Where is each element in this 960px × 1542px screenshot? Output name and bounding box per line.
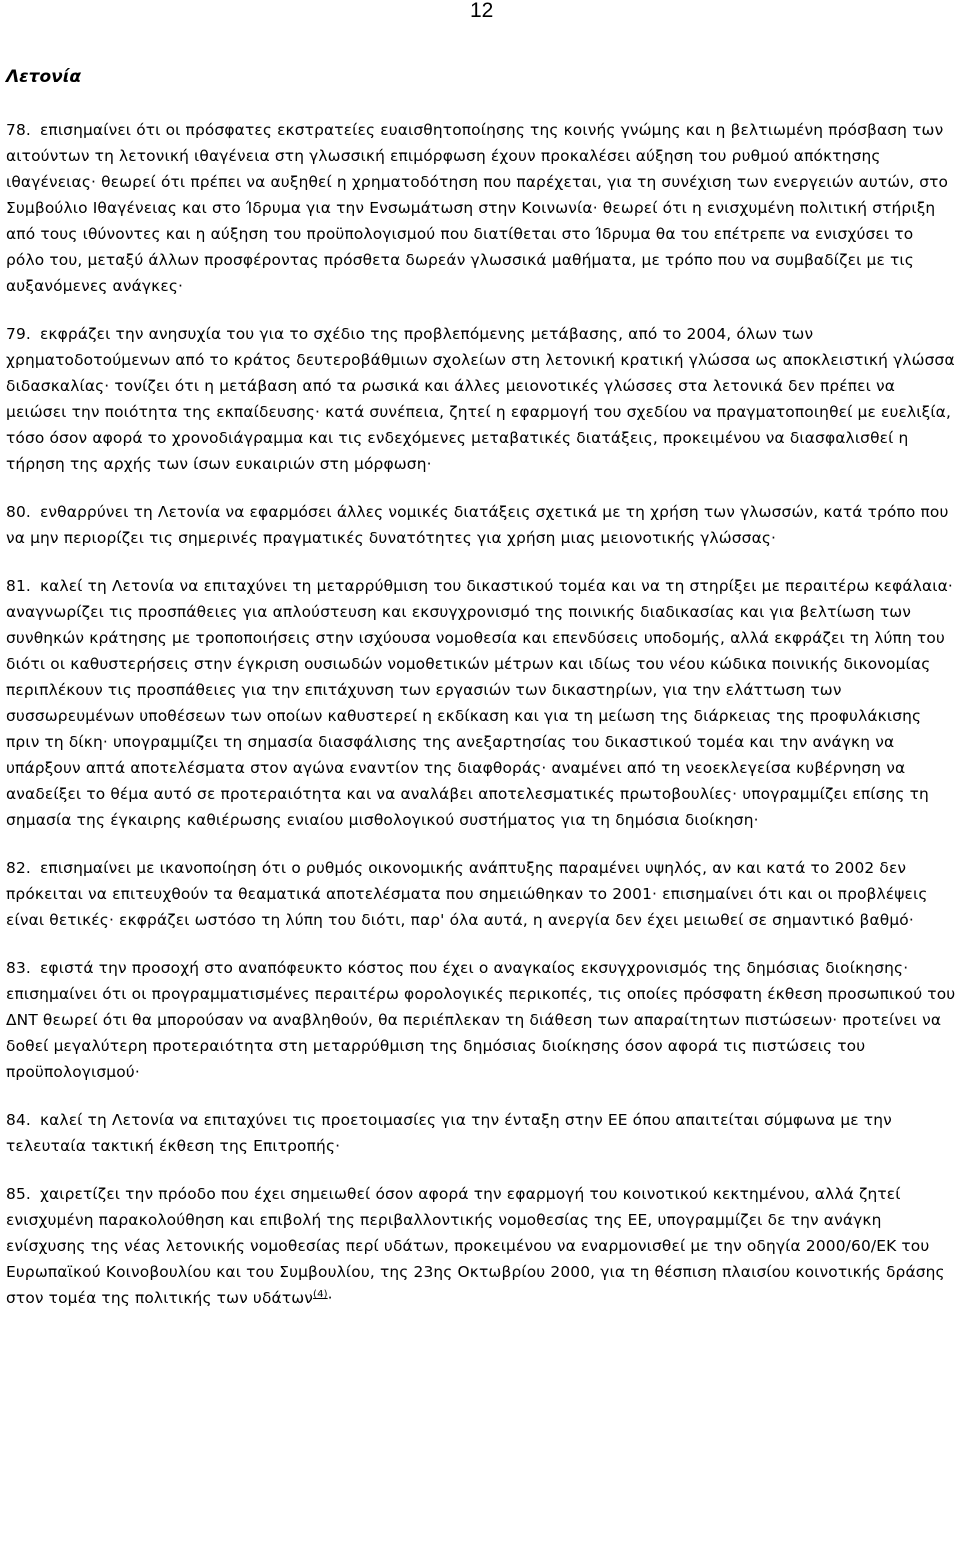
paragraph-text: εκφράζει την ανησυχία του για το σχέδιο της προβλεπόμενης μετάβασης, από το 2004, όλων των χρηματοδοτούμενων από το κράτος δευτεροβάθμιων σχολείων στη λετονική κρατική γλώσσα ως αποκλειστική γλώσσα διδασκαλίας· τονίζει ότι η μετάβαση από τα ρωσικά και άλλες μειονοτικές γλώσσες στα λετονικά δεν πρέπει να μειώσει την ποιότητα της εκπαίδευσης· κατά συνέπεια, ζητεί η εφαρμογή του σχεδίου να πραγματοποιηθεί με ευελιξία, τόσο όσον αφορά το χρονοδιάγραμμα και τις ενδεχόμενες μεταβατικές διατάξεις, προκειμένου να διασφαλισθεί η τήρηση της αρχής των ίσων ευκαιριών στη μόρφωση·: [6, 325, 955, 473]
paragraph-text: ενθαρρύνει τη Λετονία να εφαρμόσει άλλες νομικές διατάξεις σχετικά με τη χρήση των γλωσσών, κατά τρόπο που να μην περιορίζει τις σημερινές πραγματικές δυνατότητες για χρήση μιας μειονοτικής γλώσσας·: [6, 503, 949, 547]
paragraph-text: καλεί τη Λετονία να επιταχύνει τις προετοιμασίες για την ένταξη στην ΕΕ όπου απαιτείται σύμφωνα με την τελευταία τακτική έκθεση της Επιτροπής·: [6, 1111, 892, 1155]
paragraph-text: επισημαίνει ότι οι πρόσφατες εκστρατείες ευαισθητοποίησης της κοινής γνώμης και η βελτιωμένη πρόσβαση των αιτούντων τη λετονική ιθαγένεια στη γλωσσική επιμόρφωση έχουν προκαλέσει αύξηση του ρυθμού απόκτησης ιθαγένειας· θεωρεί ότι πρέπει να αυξηθεί η χρηματοδότηση που παρέχεται, για τη συνέχιση των ενεργειών αυτών, στο Συμβούλιο Ιθαγένειας και στο Ίδρυμα για την Ενσωμάτωση στην Κοινωνία· θεωρεί ότι η ενισχυμένη πολιτική στήριξη από τους ιθύνοντες και η αύξηση του προϋπολογισμού που διατίθεται στο Ίδρυμα θα του επέτρεπε να ενισχύσει το ρόλο του, μεταξύ άλλων προσφέροντας πρόσθετα δωρεάν γλωσσικά μαθήματα, με τρόπο που να συμβαδίζει με τις αυξανόμενες ανάγκες·: [6, 121, 949, 295]
paragraph-number: 80.: [6, 503, 31, 521]
paragraph-number: 81.: [6, 577, 31, 595]
paragraph-78: [6, 117, 956, 299]
paragraph-number: 85.: [6, 1185, 31, 1203]
paragraph-number: 82.: [6, 859, 31, 877]
paragraph-number: 84.: [6, 1111, 31, 1129]
paragraph-number: 78.: [6, 121, 31, 139]
paragraph-81: [6, 573, 956, 833]
paragraph-number: 79.: [6, 325, 31, 343]
page-number: 12: [470, 0, 494, 22]
paragraph-85: [6, 1181, 956, 1311]
paragraph-text: επισημαίνει με ικανοποίηση ότι ο ρυθμός οικονομικής ανάπτυξης παραμένει υψηλός, αν και κατά το 2002 δεν πρόκειται να επιτευχθούν τα θεαματικά αποτελέσματα που σημειώθηκαν το 2001· επισημαίνει ότι και οι προβλέψεις είναι θετικές· εκφράζει ωστόσο τη λύπη του διότι, παρ' όλα αυτά, η ανεργία δεν έχει μειωθεί σε σημαντικό βαθμό·: [6, 859, 928, 929]
paragraph-text: εφιστά την προσοχή στο αναπόφευκτο κόστος που έχει ο αναγκαίος εκσυγχρονισμός της δημόσιας διοίκησης· επισημαίνει ότι οι προγραμματισμένες περαιτέρω φορολογικές περικοπές, τις οποίες πρόσφατη έκθεση προσωπικού του ΔΝΤ θεωρεί ότι θα μπορούσαν να αναβληθούν, θα περιέπλεκαν τη διάθεση των απαραίτητων πιστώσεων· προτείνει να δοθεί μεγαλύτερη προτεραιότητα στη μεταρρύθμιση της δημόσιας διοίκησης όσον αφορά τις πιστώσεις του προϋπολογισμού·: [6, 959, 956, 1081]
paragraph-82: [6, 855, 956, 933]
paragraph-80: [6, 499, 956, 551]
paragraph-83: [6, 955, 956, 1085]
footnote-link[interactable]: (4): [313, 1289, 328, 1300]
paragraph-tail: ·: [327, 1289, 333, 1307]
paragraph-79: [6, 321, 956, 477]
paragraph-84: [6, 1107, 956, 1159]
paragraph-number: 83.: [6, 959, 31, 977]
paragraph-text: χαιρετίζει την πρόοδο που έχει σημειωθεί όσον αφορά την εφαρμογή του κοινοτικού κεκτημένου, αλλά ζητεί ενισχυμένη παρακολούθηση και επιβολή της περιβαλλοντικής νομοθεσίας της ΕΕ, υπογραμμίζει δε την ανάγκη ενίσχυσης της νέας λετονικής νομοθεσίας περί υδάτων, προκειμένου να εναρμονισθεί με την οδηγία 2000/60/ΕΚ του Ευρωπαϊκού Κοινοβουλίου και του Συμβουλίου, της 23ης Οκτωβρίου 2000, για τη θέσπιση πλαισίου κοινοτικής δράσης στον τομέα της πολιτικής των υδάτων: [6, 1185, 945, 1307]
paragraph-text: καλεί τη Λετονία να επιταχύνει τη μεταρρύθμιση του δικαστικού τομέα και να τη στηρίξει με περαιτέρω κεφάλαια· αναγνωρίζει τις προσπάθειες για απλούστευση και εκσυγχρονισμό της ποινικής διαδικασίας και για βελτίωση των συνθηκών κράτησης με τροποποιήσεις στην ισχύουσα νομοθεσία και επενδύσεις υποδομής, αλλά εκφράζει τη λύπη του διότι οι καθυστερήσεις στην έγκριση ουσιωδών νομοθετικών μέτρων και ιδίως του νέου κώδικα ποινικής δικονομίας περιπλέκουν τις προσπάθειες για την επιτάχυνση των εργασιών των δικαστηρίων, για την ελάττωση των συσσωρευμένων υποθέσεων των οποίων καθυστερεί η εκδίκαση και για τη μείωση της διάρκειας της προφυλάκισης πριν τη δίκη· υπογραμμίζει τη σημασία διασφάλισης της ανεξαρτησίας του δικαστικού τομέα και την ανάγκη να υπάρξουν απτά αποτελέσματα στον αγώνα εναντίον της διαφθοράς· αναμένει από τη νεοεκλεγείσα κυβέρνηση να αναδείξει το θέμα αυτό σε προτεραιότητα και να αναλάβει αποτελεσματικές πρωτοβουλίες· υπογραμμίζει επίσης τη σημασία της έγκαιρης καθιέρωσης ενιαίου μισθολογικού συστήματος για τη δημόσια διοίκηση·: [6, 577, 953, 829]
document-body: [6, 117, 956, 1333]
section-title: Λετονία: [6, 67, 82, 87]
